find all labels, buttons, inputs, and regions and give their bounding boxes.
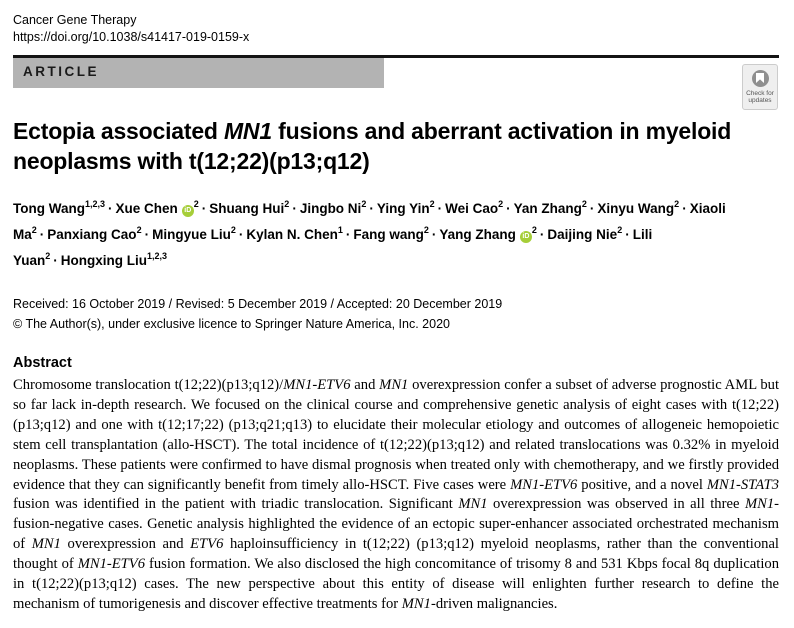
author-separator: · — [589, 201, 595, 216]
author-separator: · — [201, 201, 207, 216]
journal-name: Cancer Gene Therapy — [13, 13, 137, 27]
author-affiliation-superscript: 1,2,3 — [84, 199, 106, 209]
author-name: Yang Zhang $iD^2$ — [439, 225, 537, 242]
author-affiliation-superscript: 2 — [361, 199, 367, 209]
author-affiliation-superscript: 2 — [674, 199, 680, 209]
author-separator: · — [682, 201, 687, 216]
abstract-heading: Abstract — [13, 355, 72, 371]
history-dates: Received: 16 October 2019 / Revised: 5 December 2019 / Accepted: 20 December 2019 — [13, 297, 503, 311]
author-separator: · — [506, 201, 511, 216]
author-list — [13, 196, 765, 274]
author-name: Jingbo Ni$^2$ — [299, 199, 367, 216]
journal-header — [13, 12, 779, 46]
author-name: Fang wang$^2$ — [353, 225, 429, 242]
author-separator: · — [345, 227, 351, 242]
author-name: Yan Zhang$^2$ — [513, 199, 587, 216]
badge-text-line2: updates — [748, 97, 772, 104]
copyright-line: © The Author(s), under exclusive licence to Springer Nature America, Inc. 2020 — [13, 317, 450, 331]
author-affiliation-superscript: 2 — [531, 225, 537, 235]
author-affiliation-superscript: 1,2,3 — [147, 251, 168, 261]
author-name: Lili Yuan$^2$ — [13, 227, 653, 268]
author-separator: · — [53, 253, 58, 268]
author-name: Tong Wang$^{1,2,3}$ — [13, 199, 106, 216]
author-name: Wei Cao$^2$ — [445, 199, 504, 216]
badge-text-line1: Check for — [746, 89, 774, 97]
author-separator: · — [144, 227, 150, 242]
author-name: Xiaoli Ma$^2$ — [13, 201, 726, 242]
author-affiliation-superscript: 1 — [337, 225, 343, 235]
orcid-icon[interactable]: iD — [182, 205, 194, 217]
orcid-icon[interactable]: iD — [520, 231, 532, 243]
author-name: Panxiang Cao$^2$ — [47, 225, 142, 242]
author-name: Hongxing Liu$^{1,2,3}$ — [60, 251, 168, 268]
author-affiliation-superscript: 2 — [429, 199, 435, 209]
author-separator: · — [625, 227, 630, 242]
author-affiliation-superscript: 2 — [136, 225, 142, 235]
doi-link[interactable]: https://doi.org/10.1038/s41417-019-0159-x — [13, 30, 250, 44]
author-affiliation-superscript: 2 — [617, 225, 623, 235]
author-affiliation-superscript: 2 — [498, 199, 504, 209]
author-affiliation-superscript: 2 — [31, 225, 37, 235]
article-meta — [13, 294, 779, 334]
check-for-updates-badge[interactable] — [742, 64, 778, 110]
article-type-banner — [13, 58, 384, 88]
author-affiliation-superscript: 2 — [230, 225, 236, 235]
abstract-text: Chromosome translocation t(12;22)(p13;q12)/MN1-ETV6 and MN1 overexpression confer a subset of adverse prognostic AML but so far lack in-depth research. We focused on the clinical course and comprehensive genetic analysis of eight cases with t(12;22)(p13;q12) and one with t(12;17;22) (p13;q21;q13) to elucidate their molecular etiology and outcomes of allogeneic hemopoietic stem cell transplantation (allo-HSCT). The total incidence of t(12;22)(p13;q12) and related translocations was 0.32% in myeloid neoplasms. These patients were confirmed to have dismal prognosis when treated only with chemotherapy, and we firstly provided evidence that they can significantly benefit from timely allo-HSCT. Five cases were MN1-ETV6 positive, and a novel MN1-STAT3 fusion was identified in the patient with triadic translocation. Significant MN1 overexpression was observed in all three MN1-fusion-negative cases. Genetic analysis highlighted the evidence of an ectopic super-enhancer associated orchestrated mechanism of MN1 overexpression and ETV6 haploinsufficiency in t(12;22) (p13;q12) myeloid neoplasms, rather than the conventional thought of MN1-ETV6 fusion formation. We also disclosed the high concomitance of trisomy 8 and 531 Kbps focal 8q duplication in t(12;22)(p13;q12) cases. The new perspective about this entity of disease will enlighten further research to define the mechanism of tumorigenesis and discover effective treatments for MN1-driven malignancies. — [13, 377, 779, 612]
author-affiliation-superscript: 2 — [193, 199, 199, 209]
article-type-label: ARTICLE — [23, 64, 99, 79]
author-affiliation-superscript: 2 — [581, 199, 587, 209]
author-separator: · — [108, 201, 113, 216]
author-name: Ying Yin$^2$ — [376, 199, 435, 216]
author-name: Xue Chen $iD^2$ — [115, 199, 199, 216]
author-name: Daijing Nie$^2$ — [547, 225, 623, 242]
author-name: Xinyu Wang$^2$ — [597, 199, 680, 216]
badge-text — [746, 90, 774, 105]
author-separator: · — [238, 227, 244, 242]
author-separator: · — [539, 227, 545, 242]
article-title: Ectopia associated MN1 fusions and aberrant activation in myeloid neoplasms with t(12;22)(p13;q12) — [13, 118, 732, 174]
author-name: Mingyue Liu$^2$ — [152, 225, 236, 242]
author-affiliation-superscript: 2 — [45, 251, 51, 261]
author-affiliation-superscript: 2 — [423, 225, 429, 235]
author-separator: · — [292, 201, 297, 216]
crossmark-bookmark-icon — [752, 70, 769, 87]
author-affiliation-superscript: 2 — [284, 199, 290, 209]
author-separator: · — [431, 227, 437, 242]
author-separator: · — [39, 227, 45, 242]
author-separator: · — [369, 201, 374, 216]
author-separator: · — [437, 201, 443, 216]
author-name: Kylan N. Chen$^1$ — [246, 225, 343, 242]
author-name: Shuang Hui$^2$ — [209, 199, 290, 216]
